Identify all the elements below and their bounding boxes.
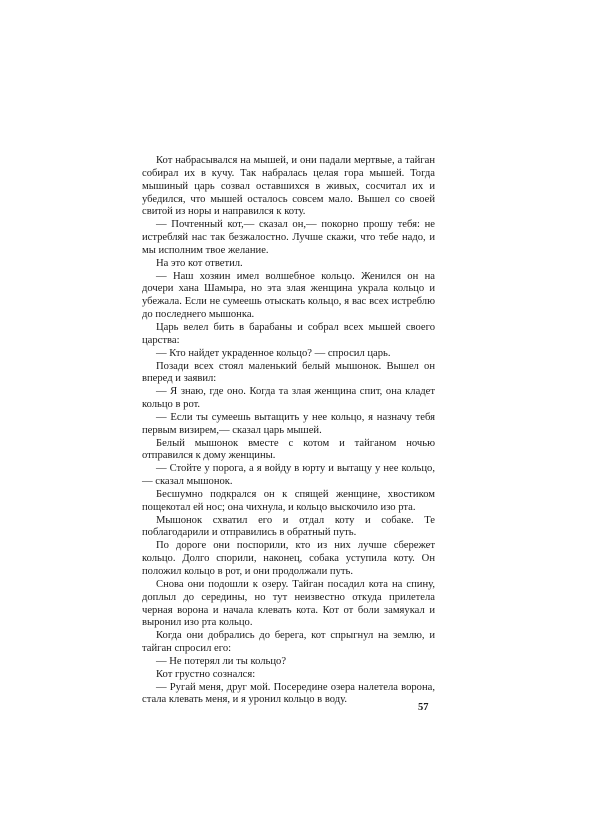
paragraph: Кот грустно сознался: [156, 668, 256, 680]
paragraph: Бесшумно подкрался он к спящей женщине, хвостиком пощекотал ей нос; она чихнула, и кольцо выскочило изо рта. [142, 488, 435, 513]
paragraph: По дороге они поспорили, кто из них лучше сбережет кольцо. Долго спорили, наконец, собака уступила коту. Он положил кольцо в рот, и они продолжали путь. [142, 540, 435, 577]
paragraph: — Почтенный кот,— сказал он,— покорно прошу тебя: не истребляй нас так безжалостно. Лучше скажи, что тебе надо, и мы исполним твое желание. [142, 219, 435, 256]
paragraph: Царь велел бить в барабаны и собрал всех мышей своего царства: [142, 321, 435, 346]
paragraph: — Не потерял ли ты кольцо? [156, 655, 287, 667]
story-text [142, 155, 435, 707]
paragraph: Снова они подошли к озеру. Тайган посадил кота на спину, доплыл до середины, но тут неизвестно откуда прилетела черная ворона и начала клевать кота. Кот от боли замяукал и выронил изо рта кольцо. [142, 578, 435, 629]
paragraph: Позади всех стоял маленький белый мышонок. Вышел он вперед и заявил: [142, 360, 435, 385]
paragraph: — Ругай меня, друг мой. Посередине озера налетела ворона, стала клевать меня, и я уронил кольцо в воду. [142, 681, 435, 706]
paragraph: Когда они добрались до берега, кот спрыгнул на землю, и тайган спросил его: [142, 630, 435, 655]
paragraph: На это кот ответил. [156, 257, 243, 269]
paragraph: Мышонок схватил его и отдал коту и собаке. Те поблагодарили и отправились в обратный путь. [142, 514, 435, 539]
paragraph: — Наш хозяин имел волшебное кольцо. Женился он на дочери хана Шамыра, но эта злая женщина украла кольцо и убежала. Если не сумеешь отыскать кольцо, я вас всех истреблю до последнего мышонка. [142, 270, 435, 321]
paragraph: — Если ты сумеешь вытащить у нее кольцо, я назначу тебя первым визирем,— сказал царь мышей. [142, 411, 435, 436]
paragraph: Белый мышонок вместе с котом и тайганом ночью отправился к дому женщины. [142, 437, 435, 462]
paragraph: — Стойте у порога, а я войду в юрту и вытащу у нее кольцо,— сказал мышонок. [142, 463, 435, 488]
paragraph: — Кто найдет украденное кольцо? — спросил царь. [156, 347, 391, 359]
paragraph: Кот набрасывался на мышей, и они падали мертвые, а тайган собирал их в кучу. Так набралась целая гора мышей. Тогда мышиный царь созвал оставшихся в живых, сосчитал их и убедился, что мышей осталось совсем мало. Вышел со своей свитой из норы и направился к коту. [142, 155, 435, 218]
paragraph: — Я знаю, где оно. Когда та злая женщина спит, она кладет кольцо в рот. [142, 386, 435, 411]
page-number: 57 [418, 702, 429, 713]
